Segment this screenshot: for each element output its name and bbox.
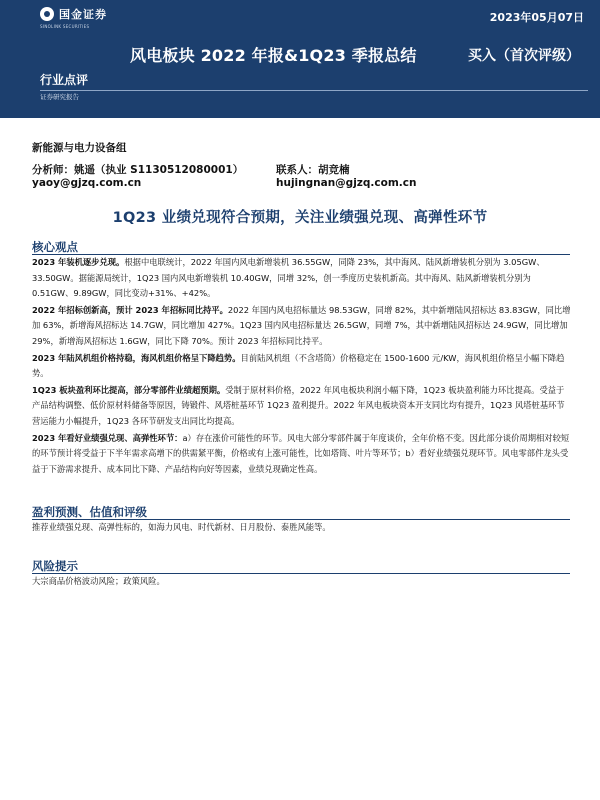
investment-rating: 买入（首次评级） [468, 48, 580, 64]
core-paragraph [32, 351, 572, 382]
core-paragraph [32, 303, 572, 350]
report-date: 2023年05月07日 [489, 11, 584, 24]
paragraph-text: 受制于原材料价格，2022 年风电板块利润小幅下降，1Q23 板块盈利能力环比提高。受益于产品结构调整、低价原材料储备等原因，铸锻件、风塔桩基环节 1Q23 盈利提升。2022 年风电板块资本开支同比均有提升，1Q23 风塔桩基环节营运能力小幅提升，1Q23 各环节研发支出同比均提高。 [32, 384, 565, 426]
contact-name: 联系人：胡竞楠 [276, 164, 350, 176]
paragraph-text: 目前陆风机组（不含塔筒）价格稳定在 1500-1600 元/KW，海风机组价格呈小幅下降趋势。 [32, 352, 565, 379]
paragraph-lead: 2023 年装机逐步兑现。 [32, 257, 125, 267]
header-content [30, 0, 600, 118]
paragraph-text: 根据中电联统计，2022 年国内风电新增装机 36.55GW，同降 23%，其中海风、陆风新增装机分别为 3.05GW、33.50GW。据能源局统计，1Q23 国内风电新增装机 10.40GW，同增 32%，创一季度历史装机新高。其中海风、陆风新增装机分别为 0.51GW、9.89GW，同比变动+31%、+42%。 [32, 257, 545, 299]
forecast-body: 推荐业绩强兑现、高弹性标的，如海力风电、时代新材、日月股份、泰胜风能等。 [32, 522, 331, 532]
logo-emblem-icon [40, 7, 54, 21]
paragraph-text: 2022 年国内风电招标量达 98.53GW，同增 82%，其中新增陆风招标达 83.83GW，同比增加 63%，新增海风招标达 14.7GW，同比增加 427%。1Q23 国内风电招标量达 26.5GW，同增 7%，其中新增陆风招标达 24.9GW，同比增加 29%，新增海风招标达 1.6GW，同比下降 70%。预计 2023 年招标同比持平。 [32, 304, 571, 346]
report-category: 行业点评 [40, 73, 89, 87]
paragraph-lead: 2022 年招标创新高，预计 2023 年招标同比持平。 [32, 304, 228, 315]
brand-logo [40, 6, 107, 22]
section-title-core-views: 核心观点 [32, 240, 78, 254]
core-views-body [32, 255, 572, 477]
paragraph-lead: 2023 年陆风机组价格持稳，海风机组价格呈下降趋势。 [32, 352, 241, 363]
paragraph-lead: 2023 年看好业绩强兑现、高弹性环节： [32, 432, 183, 443]
paragraph-lead: 1Q23 板块盈利环比提高，部分零部件业绩超预期。 [32, 384, 226, 395]
logo-name: 国金证券 [59, 8, 107, 21]
analyst-name: 分析师：姚遥（执业 S1130512080001） [32, 164, 244, 176]
report-title: 风电板块 2022 年报&1Q23 季报总结 [130, 46, 417, 65]
risk-body: 大宗商品价格波动风险；政策风险。 [32, 576, 165, 586]
section-title-forecast: 盈利预测、估值和评级 [32, 505, 147, 519]
logo-english-name: SINOLINK SECURITIES [40, 24, 90, 29]
report-header-banner [0, 0, 600, 118]
core-paragraph [32, 255, 572, 302]
report-subtype: 证券研究报告 [40, 93, 79, 101]
contact-email[interactable]: hujingnan@gjzq.com.cn [276, 177, 417, 189]
analyst-email[interactable]: yaoy@gjzq.com.cn [32, 177, 142, 189]
section-title-risk: 风险提示 [32, 559, 78, 573]
paragraph-text: a）存在涨价可能性的环节。风电大部分零部件属于年度谈价，全年价格不变。因此部分谈价周期相对较短的环节预计将受益于下半年需求高增下的供需紧平衡，价格或有上涨可能性，比如塔筒、叶片等环节；b）看好业绩强兑现环节。风电零部件龙头受益于下游需求提升、成本同比下降、产品结构向好等因素，业绩兑现确定性高。 [32, 432, 570, 474]
core-paragraph [32, 431, 572, 478]
industry-group: 新能源与电力设备组 [32, 142, 127, 154]
core-paragraph [32, 383, 572, 430]
report-headline: 1Q23 业绩兑现符合预期，关注业绩强兑现、高弹性环节 [112, 210, 488, 226]
header-divider [40, 90, 588, 91]
